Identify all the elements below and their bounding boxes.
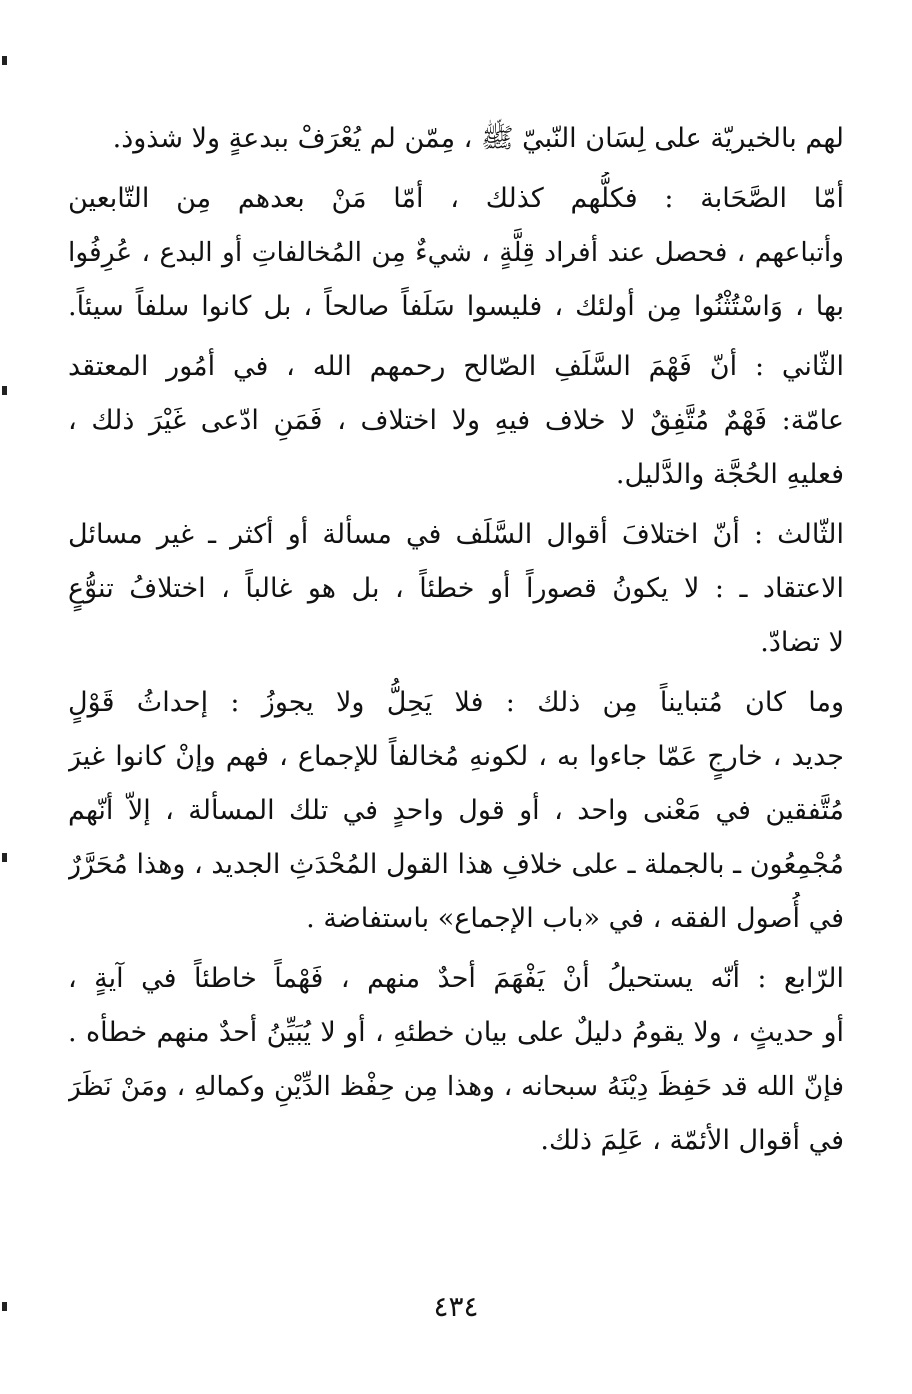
text-line: لهم بالخيريّة على لِسَان النّبيّ ﷺ ، مِمّن لم يُعْرَفْ ببدعةٍ ولا شذوذ. <box>112 123 844 154</box>
text-line: في أُصول الفقه ، في «باب الإجماع» باستفاضة . <box>306 903 844 934</box>
page-body-text <box>68 112 844 1168</box>
text-line: لا تضادّ. <box>760 627 844 658</box>
paragraph-first-line: وما كان مُتبايناً مِن ذلك : فلا يَحِلُّ ولا يجوزُ : إحداثُ قَوْلٍ <box>68 687 844 718</box>
text-line: أو حديثٍ ، ولا يقومُ دليلٌ على بيان خطئهِ ، أو لا يُبَيِّنُ أحدٌ منهم خطأه . <box>68 1017 844 1048</box>
edge-mark-lower-middle <box>2 853 7 862</box>
page-number: ٤٣٤ <box>433 1290 479 1323</box>
text-line: فعليهِ الحُجَّة والدَّليل. <box>615 459 844 490</box>
paragraph-first-line: الرّابع : أنّه يستحيلُ أنْ يَفْهَمَ أحدٌ منهم ، فَهْماً خاطئاً في آيةٍ ، <box>68 963 844 994</box>
text-line: في أقوال الأئمّة ، عَلِمَ ذلك. <box>540 1125 844 1156</box>
paragraph-first-line: الثّالث : أنّ اختلافَ أقوال السَّلَف في مسألة أو أكثر ـ غير مسائل <box>68 519 844 550</box>
paragraph-first-line: الثّاني : أنّ فَهْمَ السَّلَفِ الصّالح رحمهم الله ، في أمُور المعتقد <box>68 351 844 382</box>
text-line: جديد ، خارجٍ عَمّا جاءوا به ، لكونهِ مُخالفاً للإجماع ، فهم وإنْ كانوا غيرَ <box>68 741 844 772</box>
text-line: الاعتقاد ـ : لا يكونُ قصوراً أو خطئاً ، بل هو غالباً ، اختلافُ تنوُّعٍ <box>68 573 844 604</box>
text-line: بها ، وَاسْتُثْنُوا مِن أولئك ، فليسوا سَلَفاً صالحاً ، بل كانوا سلفاً سيئاً. <box>68 291 844 322</box>
edge-mark-upper-middle <box>2 386 7 395</box>
paragraph-first-line: أمّا الصَّحَابة : فكلُّهم كذلك ، أمّا مَنْ بعدهم مِن التّابعين <box>68 183 844 214</box>
text-line: عامّة: فَهْمٌ مُتَّفِقٌ لا خلاف فيهِ ولا اختلاف ، فَمَنِ ادّعى غَيْرَ ذلك ، <box>68 405 844 436</box>
text-line: مُجْمِعُون ـ بالجملة ـ على خلافِ هذا القول المُحْدَثِ الجديد ، وهذا مُحَرَّرٌ <box>68 849 844 880</box>
text-line: مُتَّفقين في مَعْنى واحد ، أو قول واحدٍ في تلك المسألة ، إلاّ أنّهم <box>68 795 844 826</box>
text-line: وأتباعهم ، فحصل عند أفراد قِلَّةٍ ، شيءٌ مِن المُخالفاتِ أو البدع ، عُرِفُوا <box>68 237 844 268</box>
edge-mark-top <box>2 56 7 65</box>
text-line: فإنّ الله قد حَفِظَ دِيْنَهُ سبحانه ، وهذا مِن حِفْظ الدِّيْنِ وكمالهِ ، ومَنْ نَظَرَ <box>68 1071 844 1102</box>
